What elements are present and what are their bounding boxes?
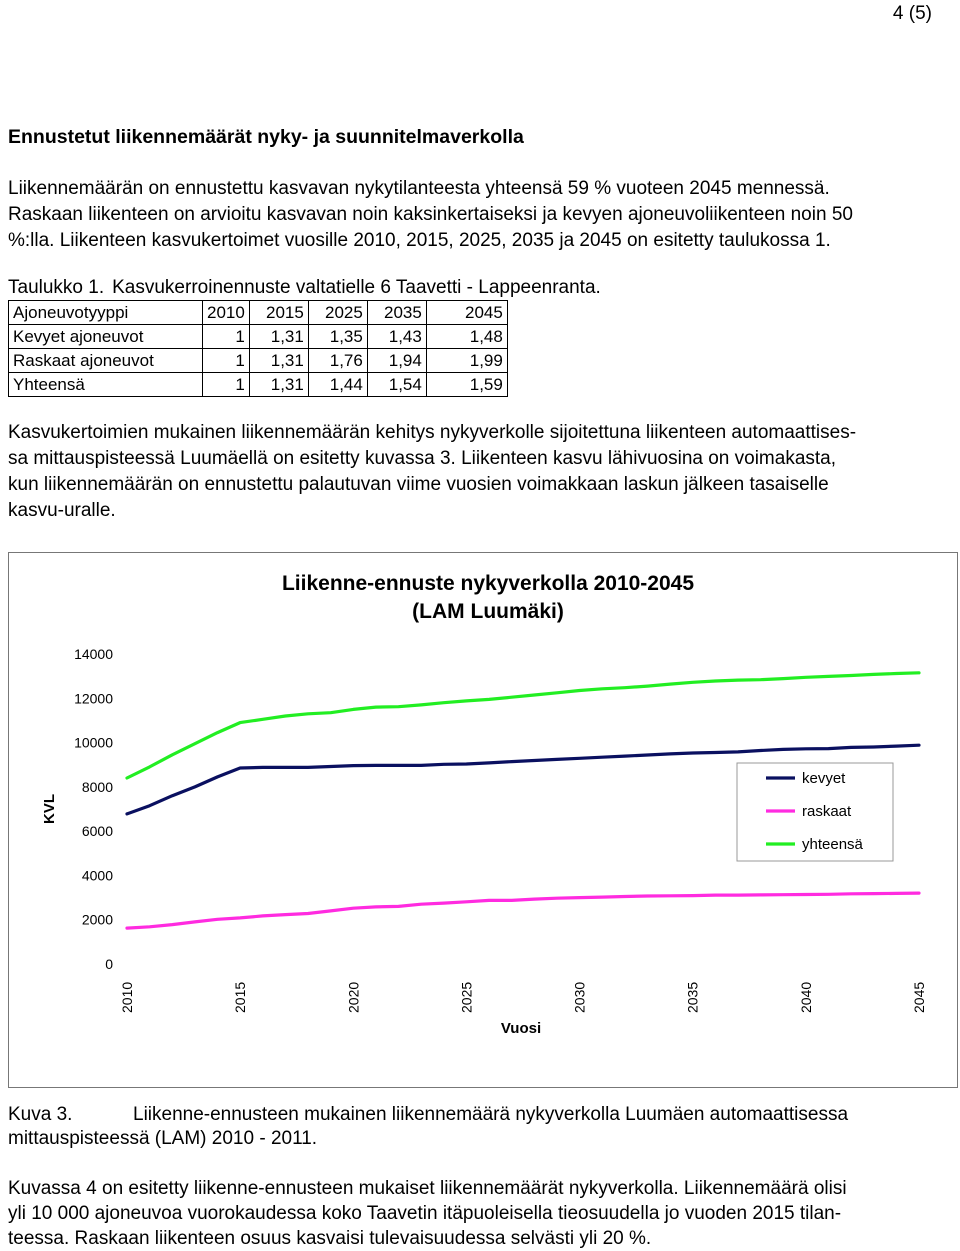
table-row [9, 325, 508, 349]
y-tick-label: 6000 [81, 823, 113, 840]
traffic-forecast-chart [9, 553, 957, 1087]
figure-caption-text: Liikenne-ennusteen mukainen liikennemäärä nykyverkolla Luumäen automaattisessa [133, 1104, 849, 1125]
legend-label: raskaat [802, 803, 852, 820]
y-tick-label: 14000 [74, 646, 113, 662]
table-cell: 1,54 [367, 373, 426, 397]
table-cell: 1 [203, 349, 250, 373]
figure-caption [8, 1103, 848, 1151]
table-cell: 1 [203, 373, 250, 397]
table-cell: Kevyet ajoneuvot [9, 325, 203, 349]
x-tick-label: 2035 [684, 981, 701, 1013]
figure-caption-label: Kuva 3. [8, 1104, 73, 1125]
table-cell: 1,35 [308, 325, 367, 349]
table-header-cell: Ajoneuvotyyppi [9, 301, 203, 325]
table-cell: Yhteensä [9, 373, 203, 397]
table-cell: 1,31 [249, 373, 308, 397]
growth-factor-table [8, 300, 508, 397]
x-tick-label: 2015 [232, 981, 249, 1013]
figure-caption-line2: mittauspisteessä (LAM) 2010 - 2011. [8, 1128, 318, 1149]
table-cell: 1,31 [249, 349, 308, 373]
x-tick-label: 2045 [911, 981, 927, 1013]
table-cell: 1,43 [367, 325, 426, 349]
chart-subtitle: (LAM Luumäki) [412, 600, 564, 623]
paragraph-figure4: Kuvassa 4 on esitetty liikenne-ennusteen mukaiset liikennemäärät nykyverkolla. Liikennemäärä olisi yli 10 000 ajoneuvoa vuorokaudessa koko Taavetin itäpuoleisella tieosuudella jo vuoden 2015 tilan- teessa. Raskaan liikenteen osuus kasvaisi tulevaisuudessa selvästi yli 20 %. [8, 1178, 847, 1249]
table-caption [8, 277, 609, 299]
legend-label: kevyet [802, 770, 846, 787]
y-tick-label: 12000 [74, 690, 113, 707]
section-heading: Ennustetut liikennemäärät nyky- ja suunnitelmaverkolla [8, 126, 524, 148]
table-header-cell: 2025 [308, 301, 367, 325]
paragraph-growth-development: Kasvukertoimien mukainen liikennemäärän kehitys nykyverkolle sijoitettuna liikenteen automaattises- sa mittauspisteessä Luumäellä on esitetty kuvassa 3. Liikenteen kasvu lähivuosina on voimakasta, kun liikennemäärän on ennustettu palautuvan viime vuosien voimakkaan laskun jälkeen tasaiselle kasvu-uralle. [8, 422, 857, 521]
x-tick-label: 2020 [345, 981, 362, 1013]
table-cell: 1,48 [426, 325, 507, 349]
y-tick-label: 0 [105, 956, 113, 972]
table-header-cell: 2035 [367, 301, 426, 325]
figure-caption-line1 [8, 1103, 848, 1127]
y-tick-label: 2000 [81, 911, 113, 928]
table-header-row [9, 301, 508, 325]
table-row [9, 349, 508, 373]
page-number: 4 (5) [892, 3, 932, 24]
table-caption-label: Taulukko 1. [8, 277, 105, 298]
x-tick-label: 2010 [119, 981, 135, 1013]
table-cell: 1 [203, 325, 250, 349]
y-axis-label: KVL [41, 794, 58, 824]
table-cell: Raskaat ajoneuvot [9, 349, 203, 373]
table-cell: 1,99 [426, 349, 507, 373]
table-cell: 1,94 [367, 349, 426, 373]
x-axis-label: Vuosi [500, 1020, 542, 1037]
table-cell: 1,31 [249, 325, 308, 349]
table-cell: 1,44 [308, 373, 367, 397]
table-cell: 1,59 [426, 373, 507, 397]
legend-label: yhteensä [802, 836, 863, 853]
table-header-cell: 2015 [249, 301, 308, 325]
table-row [9, 373, 508, 397]
table-caption-text: Kasvukerroinennuste valtatielle 6 Taavetti - Lappeenranta. [112, 277, 601, 298]
table-cell: 1,76 [308, 349, 367, 373]
x-tick-label: 2025 [458, 981, 475, 1013]
chart-frame [8, 552, 958, 1088]
x-tick-label: 2030 [571, 981, 588, 1013]
table-header-cell: 2010 [203, 301, 250, 325]
chart-title: Liikenne-ennuste nykyverkolla 2010-2045 [281, 572, 695, 595]
y-tick-label: 4000 [81, 867, 113, 884]
paragraph-growth-summary: Liikennemäärän on ennustettu kasvavan nykytilanteesta yhteensä 59 % vuoteen 2045 mennessä. Raskaan liikenteen on arvioitu kasvavan noin kaksinkertaiseksi ja kevyen ajoneuvoliikenteen noin 50 %:lla. Liikenteen kasvukertoimet vuosille 2010, 2015, 2025, 2035 ja 2045 on esitetty taulukossa 1. [8, 178, 853, 251]
x-tick-label: 2040 [797, 981, 814, 1013]
table-header-cell: 2045 [426, 301, 507, 325]
y-tick-label: 8000 [81, 778, 113, 795]
y-tick-label: 10000 [74, 734, 113, 751]
series-line-raskaat [127, 893, 919, 928]
